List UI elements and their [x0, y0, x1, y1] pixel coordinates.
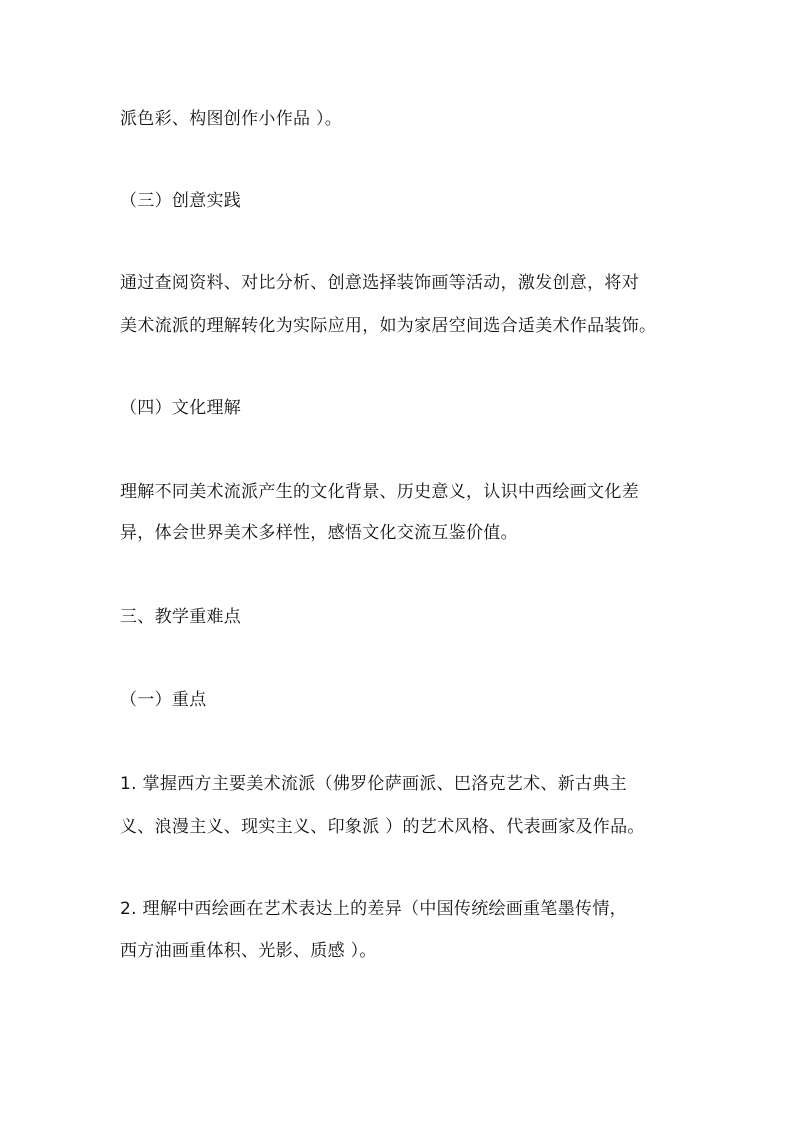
list-item: 1. 掌握西方主要美术流派（佛罗伦萨画派、巴洛克艺术、新古典主: [120, 774, 627, 794]
section-heading-key-difficulties: 三、教学重难点: [120, 607, 242, 627]
paragraph-line: 异，体会世界美术多样性，感悟文化交流互鉴价值。: [120, 523, 518, 543]
list-item: 2. 理解中西绘画在艺术表达上的差异（中国传统绘画重笔墨传情，: [120, 899, 627, 919]
subsection-heading-key-points: （一）重点: [120, 690, 207, 710]
list-item-continuation: 义、浪漫主义、现实主义、印象派 ）的艺术风格、代表画家及作品。: [120, 817, 645, 837]
section-heading-creative-practice: （三）创意实践: [120, 191, 242, 211]
paragraph-line: 通过查阅资料、对比分析、创意选择装饰画等活动，激发创意，将对: [120, 273, 639, 293]
paragraph-line: 派色彩、构图创作小作品 ）。: [120, 109, 343, 129]
section-heading-cultural-understanding: （四）文化理解: [120, 398, 242, 418]
list-item-continuation: 西方油画重体积、光影、质感 ）。: [120, 941, 377, 961]
paragraph-line: 理解不同美术流派产生的文化背景、历史意义，认识中西绘画文化差: [120, 482, 639, 502]
paragraph-line: 美术流派的理解转化为实际应用，如为家居空间选合适美术作品装饰。: [120, 316, 657, 336]
